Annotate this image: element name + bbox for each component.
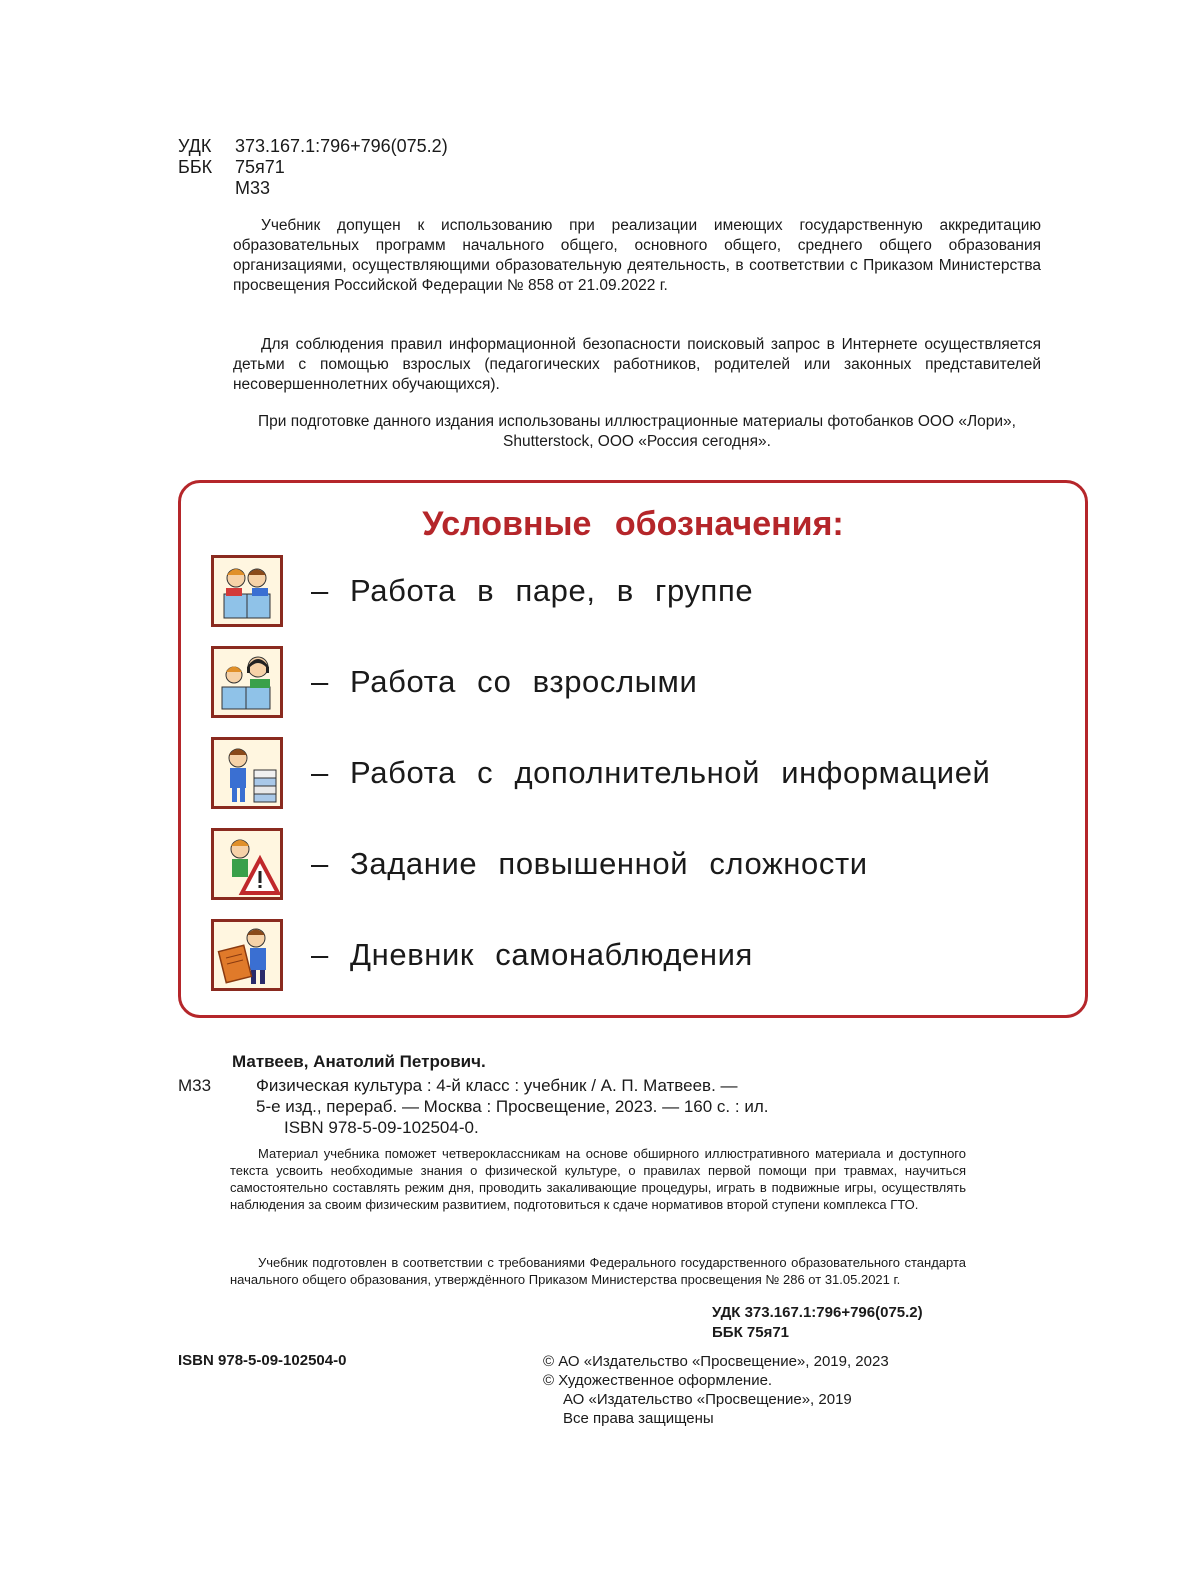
bbk-value: 75я71: [235, 157, 285, 177]
legend-item-extra-info: [211, 735, 990, 811]
legend-item-pair-work: [211, 553, 753, 629]
bib-line-2: 5-е изд., перераб. — Москва : Просвещение, 2023. — 160 с. : ил.: [256, 1097, 769, 1116]
bib-line-1: Физическая культура : 4-й класс : учебник / А. П. Матвеев. —: [256, 1076, 738, 1095]
legend-label-self-observation-diary: – Дневник самонаблюдения: [311, 937, 753, 972]
copyright-block: [543, 1352, 889, 1428]
legend-item-advanced-task: [211, 826, 868, 902]
rights-reserved: Все права защищены: [563, 1410, 714, 1427]
bib-mark: М33: [178, 1076, 212, 1095]
legend-label-extra-info: – Работа с дополнительной информацией: [311, 755, 991, 790]
safety-paragraph: Для соблюдения правил информационной безопасности поисковый запрос в Интернете осуществляется детьми с помощью взрослых (педагогических работников, родителей или законных представителей несовершеннолетних обучающихся).: [233, 336, 1041, 393]
udk-value: 373.167.1:796+796(075.2): [235, 136, 448, 156]
legend-title: Условные обозначения:: [422, 505, 844, 543]
bib-udk: УДК 373.167.1:796+796(075.2): [712, 1304, 923, 1321]
copyright-line-1: © АО «Издательство «Просвещение», 2019, 2023: [543, 1353, 889, 1370]
udk-label: УДК: [178, 136, 212, 156]
legend-label-adult-work: – Работа со взрослыми: [311, 664, 698, 699]
legend-label-advanced-task: – Задание повышенной сложности: [311, 846, 868, 881]
bbk-label: ББК: [178, 157, 213, 177]
bib-annotation: Материал учебника поможет четвероклассникам на основе обширного иллюстративного материала и доступного текста усвоить необходимые знания о физической культуре, о правилах первой помощи при травмах, научиться самостоятельно составлять режим дня, проводить закаливающие процедуры, играть в подвижные игры, осуществлять наблюдения за своим физическим развитием, подготовиться к сдаче нормативов второй ступени комплекса ГТО.: [230, 1146, 966, 1212]
author-mark: М33: [235, 178, 271, 198]
legend-label-pair-work: – Работа в паре, в группе: [311, 573, 754, 608]
advanced-task-icon: [211, 828, 283, 900]
pair-work-icon: [211, 555, 283, 627]
admission-paragraph: Учебник допущен к использованию при реализации имеющих государственную аккредитацию образовательных программ начального общего, основного общего, среднего общего образования организациями, осуществляющими образовательную деятельность, в соответствии с Приказом Министерства просвещения Российской Федерации № 858 от 21.09.2022 г.: [233, 217, 1041, 294]
legend-item-adult-work: [211, 644, 697, 720]
footer-isbn: ISBN 978-5-09-102504-0: [178, 1352, 347, 1369]
illustrations-paragraph: При подготовке данного издания использованы иллюстрационные материалы фотобанков ООО «Лори», Shutterstock, ООО «Россия сегодня».: [258, 413, 1016, 450]
bib-isbn: ISBN 978-5-09-102504-0.: [284, 1118, 479, 1137]
bib-bbk: ББК 75я71: [712, 1324, 790, 1341]
bib-standard: Учебник подготовлен в соответствии с требованиями Федерального государственного образовательного стандарта начального общего образования, утверждённого Приказом Министерства просвещения № 286 от 31.05.2021 г.: [230, 1255, 966, 1287]
bib-body: [256, 1075, 968, 1138]
extra-info-icon: [211, 737, 283, 809]
bib-record: [178, 1075, 968, 1138]
bib-classification: [712, 1303, 923, 1343]
copyright-line-3: АО «Издательство «Просвещение», 2019: [563, 1391, 852, 1408]
legend-item-self-observation-diary: [211, 917, 753, 993]
classification-codes: [178, 136, 448, 199]
bib-author: Матвеев, Анатолий Петрович.: [232, 1052, 486, 1071]
copyright-line-2: © Художественное оформление.: [543, 1372, 773, 1389]
self-observation-diary-icon: [211, 919, 283, 991]
adult-work-icon: [211, 646, 283, 718]
legend-box: [178, 480, 1088, 1018]
